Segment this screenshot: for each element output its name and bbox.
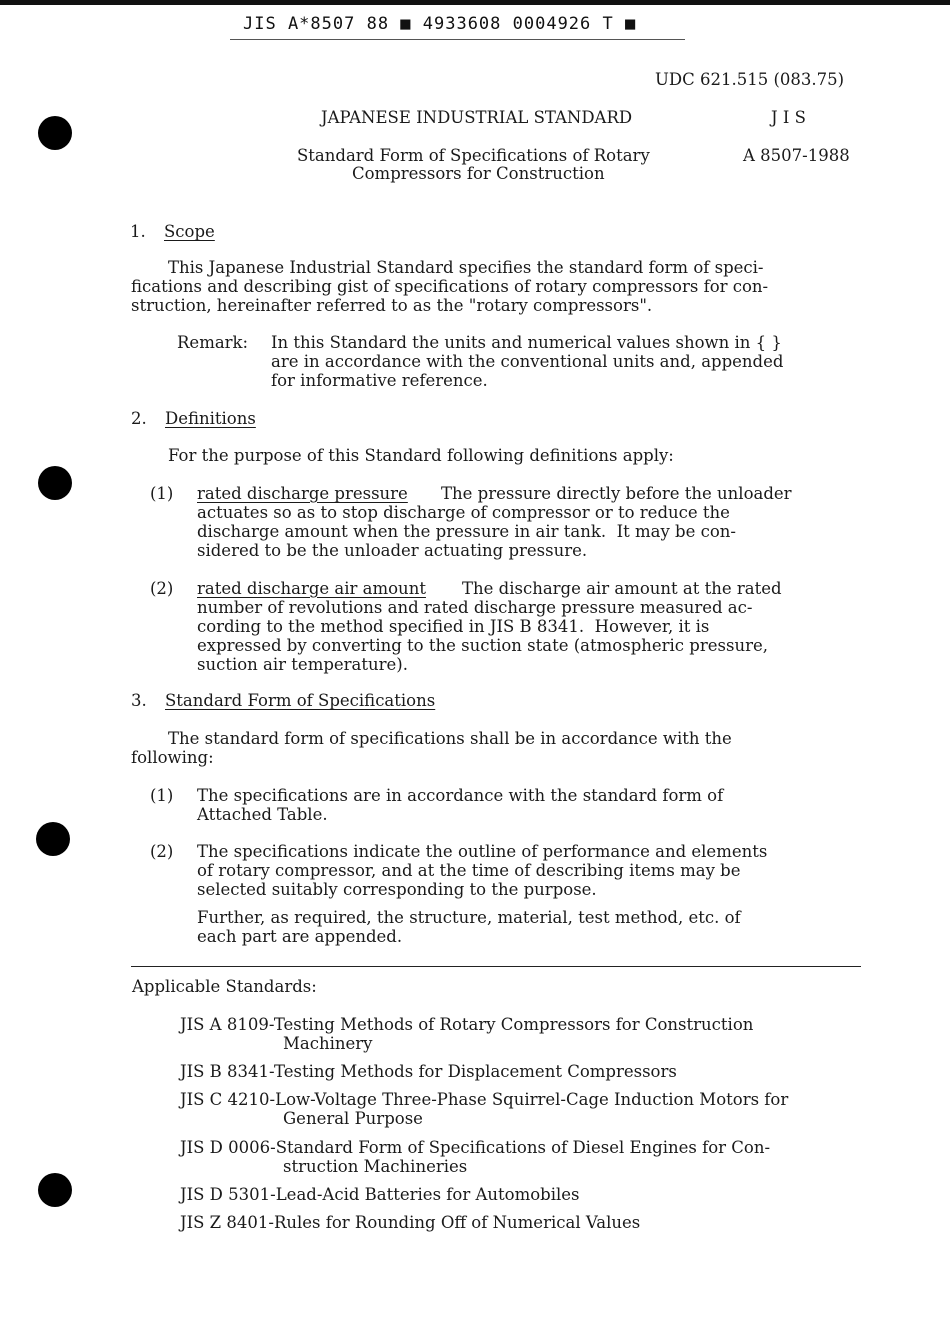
section-1-number: 1. <box>130 222 146 241</box>
applicable-item-3-line-2: General Purpose <box>283 1109 423 1128</box>
applicable-item-1-line-2: Machinery <box>283 1034 373 1053</box>
definition-1-term: rated discharge pressure <box>197 484 408 503</box>
applicable-heading: Applicable Standards: <box>132 977 317 996</box>
definition-2-line-1: The discharge air amount at the rated <box>462 579 782 598</box>
applicable-item-5-line-1: JIS D 5301-Lead-Acid Batteries for Automobiles <box>180 1185 580 1204</box>
scope-line-1: This Japanese Industrial Standard specifies the standard form of speci- <box>168 258 764 277</box>
spec-item-2-number: (2) <box>150 842 174 861</box>
doc-title-line1: Standard Form of Specifications of Rotary <box>297 146 650 165</box>
definition-1-line-2: actuates so as to stop discharge of compressor or to reduce the <box>197 503 730 522</box>
definition-2-line-4: expressed by converting to the suction state (atmospheric pressure, <box>197 636 768 655</box>
definition-1-line-3: discharge amount when the pressure in air tank. It may be con- <box>197 522 736 541</box>
standard-body: JAPANESE INDUSTRIAL STANDARD <box>321 108 633 127</box>
section-1-title: Scope <box>164 222 215 241</box>
punch-hole-icon <box>38 466 72 500</box>
remark-line-2: are in accordance with the conventional units and, appended <box>271 352 784 371</box>
definition-1-number: (1) <box>150 484 174 503</box>
spec-intro-line-1: The standard form of specifications shall be in accordance with the <box>168 729 732 748</box>
spec-intro-line-2: following: <box>131 748 214 767</box>
definition-1-line-4: sidered to be the unloader actuating pressure. <box>197 541 588 560</box>
header-code: JIS A*8507 88 ■ 4933608 0004926 T ■ <box>243 14 637 34</box>
spec-item-2-further-line-2: each part are appended. <box>197 927 403 946</box>
applicable-item-3-line-1: JIS C 4210-Low-Voltage Three-Phase Squirrel-Cage Induction Motors for <box>180 1090 789 1109</box>
punch-hole-icon <box>36 822 70 856</box>
definitions-intro: For the purpose of this Standard following definitions apply: <box>168 446 674 465</box>
section-2-number: 2. <box>131 409 147 428</box>
applicable-item-2-line-1: JIS B 8341-Testing Methods for Displacement Compressors <box>180 1062 677 1081</box>
punch-hole-icon <box>38 116 72 150</box>
jis-mark: J I S <box>771 108 806 127</box>
definition-2-number: (2) <box>150 579 174 598</box>
definition-2-line-3: cording to the method specified in JIS B 8341. However, it is <box>197 617 710 636</box>
definition-2-line-2: number of revolutions and rated discharge pressure measured ac- <box>197 598 753 617</box>
applicable-item-4-line-1: JIS D 0006-Standard Form of Specifications of Diesel Engines for Con- <box>180 1138 771 1157</box>
scan-top-border <box>0 0 950 5</box>
section-2-title: Definitions <box>165 409 256 428</box>
remark-label: Remark: <box>177 333 249 352</box>
spec-item-1-number: (1) <box>150 786 174 805</box>
definition-2-term: rated discharge air amount <box>197 579 426 598</box>
definition-1-line-1: The pressure directly before the unloader <box>441 484 792 503</box>
remark-line-1: In this Standard the units and numerical values shown in { } <box>271 333 782 352</box>
applicable-item-1-line-1: JIS A 8109-Testing Methods of Rotary Compressors for Construction <box>180 1015 754 1034</box>
header-rule <box>230 39 685 40</box>
section-3-number: 3. <box>131 691 147 710</box>
punch-hole-icon <box>38 1173 72 1207</box>
spec-item-2-line-1: The specifications indicate the outline of performance and elements <box>197 842 768 861</box>
applicable-item-4-line-2: struction Machineries <box>283 1157 468 1176</box>
footer-divider <box>131 966 861 967</box>
scope-line-3: struction, hereinafter referred to as the "rotary compressors". <box>131 296 653 315</box>
spec-item-2-further-line-1: Further, as required, the structure, material, test method, etc. of <box>197 908 741 927</box>
udc-code: UDC 621.515 (083.75) <box>655 70 845 89</box>
doc-number: A 8507-1988 <box>743 146 850 165</box>
remark-line-3: for informative reference. <box>271 371 488 390</box>
applicable-item-6-line-1: JIS Z 8401-Rules for Rounding Off of Numerical Values <box>180 1213 641 1232</box>
scope-line-2: fications and describing gist of specifications of rotary compressors for con- <box>131 277 769 296</box>
definition-2-line-5: suction air temperature). <box>197 655 408 674</box>
spec-item-1-line-1: The specifications are in accordance with the standard form of <box>197 786 724 805</box>
doc-title-line2: Compressors for Construction <box>352 164 605 183</box>
spec-item-1-line-2: Attached Table. <box>197 805 328 824</box>
section-3-title: Standard Form of Specifications <box>165 691 436 710</box>
spec-item-2-line-3: selected suitably corresponding to the purpose. <box>197 880 597 899</box>
spec-item-2-line-2: of rotary compressor, and at the time of describing items may be <box>197 861 741 880</box>
